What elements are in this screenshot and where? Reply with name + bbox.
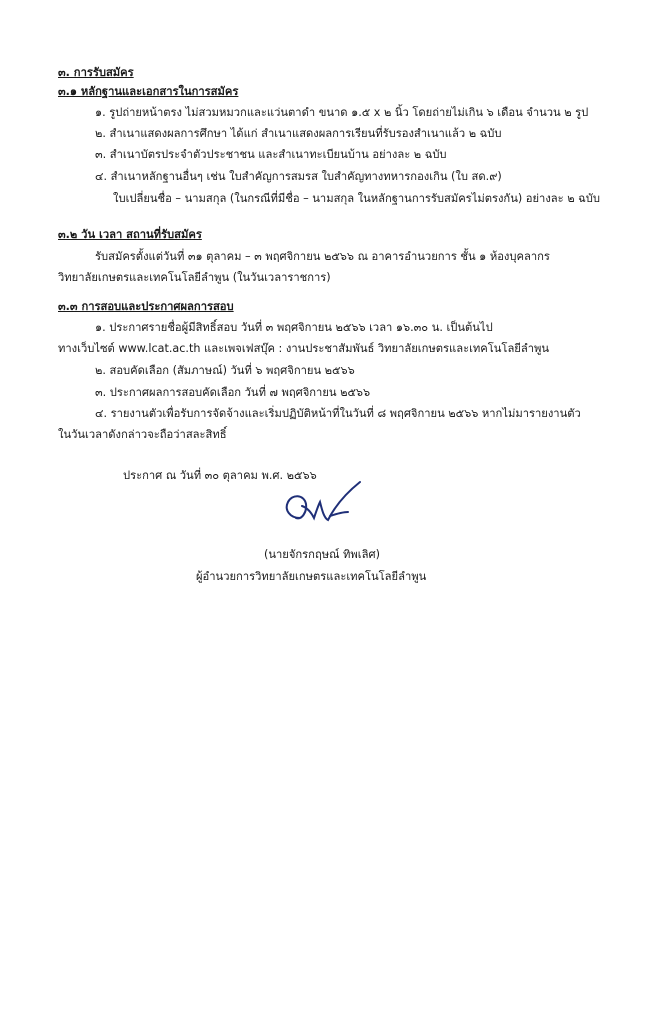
list-item: ๑. ประกาศรายชื่อผู้มีสิทธิ์สอบ วันที่ ๓ พฤศจิกายน ๒๕๖๖ เวลา ๑๖.๓๐ น. เป็นต้นไป: [95, 321, 493, 334]
section-3-3-heading: ๓.๓ การสอบและประกาศผลการสอบ: [58, 300, 234, 313]
paragraph-line: รับสมัครตั้งแต่วันที่ ๓๑ ตุลาคม – ๓ พฤศจิกายน ๒๕๖๖ ณ อาคารอำนวยการ ชั้น ๑ ห้องบุคลากร: [95, 250, 550, 263]
list-item: ๓. สำเนาบัตรประจำตัวประชาชน และสำเนาทะเบียนบ้าน อย่างละ ๒ ฉบับ: [95, 148, 447, 161]
signer-title: ผู้อำนวยการวิทยาลัยเกษตรและเทคโนโลยีลำพูน: [196, 570, 427, 583]
signature-image: [272, 478, 382, 540]
list-item: ๔. สำเนาหลักฐานอื่นๆ เช่น ใบสำคัญการสมรส ใบสำคัญทางทหารกองเกิน (ใบ สด.๙): [95, 170, 502, 183]
list-item-continuation: ใบเปลี่ยนชื่อ – นามสกุล (ในกรณีที่มีชื่อ – นามสกุล ในหลักฐานการรับสมัครไม่ตรงกัน) อย่างละ ๒ ฉบับ: [113, 192, 600, 205]
paragraph-line: วิทยาลัยเกษตรและเทคโนโลยีลำพูน (ในวันเวลาราชการ): [58, 271, 331, 284]
announcement-date: ประกาศ ณ วันที่ ๓๐ ตุลาคม พ.ศ. ๒๕๖๖: [123, 469, 317, 482]
list-item: ๑. รูปถ่ายหน้าตรง ไม่สวมหมวกและแว่นตาดำ ขนาด ๑.๕ x ๒ นิ้ว โดยถ่ายไม่เกิน ๖ เดือน จำนวน ๒ รูป: [95, 106, 589, 119]
section-3-1-heading: ๓.๑ หลักฐานและเอกสารในการสมัคร: [58, 85, 239, 98]
list-item: ๒. สอบคัดเลือก (สัมภาษณ์) วันที่ ๖ พฤศจิกายน ๒๕๖๖: [95, 364, 355, 377]
section-3-heading: ๓. การรับสมัคร: [58, 66, 134, 79]
list-item-continuation: ในวันเวลาดังกล่าวจะถือว่าสละสิทธิ์: [58, 428, 227, 441]
section-3-2-heading: ๓.๒ วัน เวลา สถานที่รับสมัคร: [58, 228, 202, 241]
list-item: ๒. สำเนาแสดงผลการศึกษา ได้แก่ สำเนาแสดงผลการเรียนที่รับรองสำเนาแล้ว ๒ ฉบับ: [95, 127, 502, 140]
list-item: ๔. รายงานตัวเพื่อรับการจัดจ้างและเริ่มปฏิบัติหน้าที่ในวันที่ ๘ พฤศจิกายน ๒๕๖๖ หากไม่มารายงานตัว: [95, 407, 581, 420]
list-item: ๓. ประกาศผลการสอบคัดเลือก วันที่ ๗ พฤศจิกายน ๒๕๖๖: [95, 386, 371, 399]
list-item-continuation: ทางเว็บไซต์ www.lcat.ac.th และเพจเฟสบุ๊ค : งานประชาสัมพันธ์ วิทยาลัยเกษตรและเทคโนโลยีลำพูน: [58, 342, 550, 355]
signer-name: (นายจักรกฤษณ์ ทิพเลิศ): [264, 548, 380, 561]
